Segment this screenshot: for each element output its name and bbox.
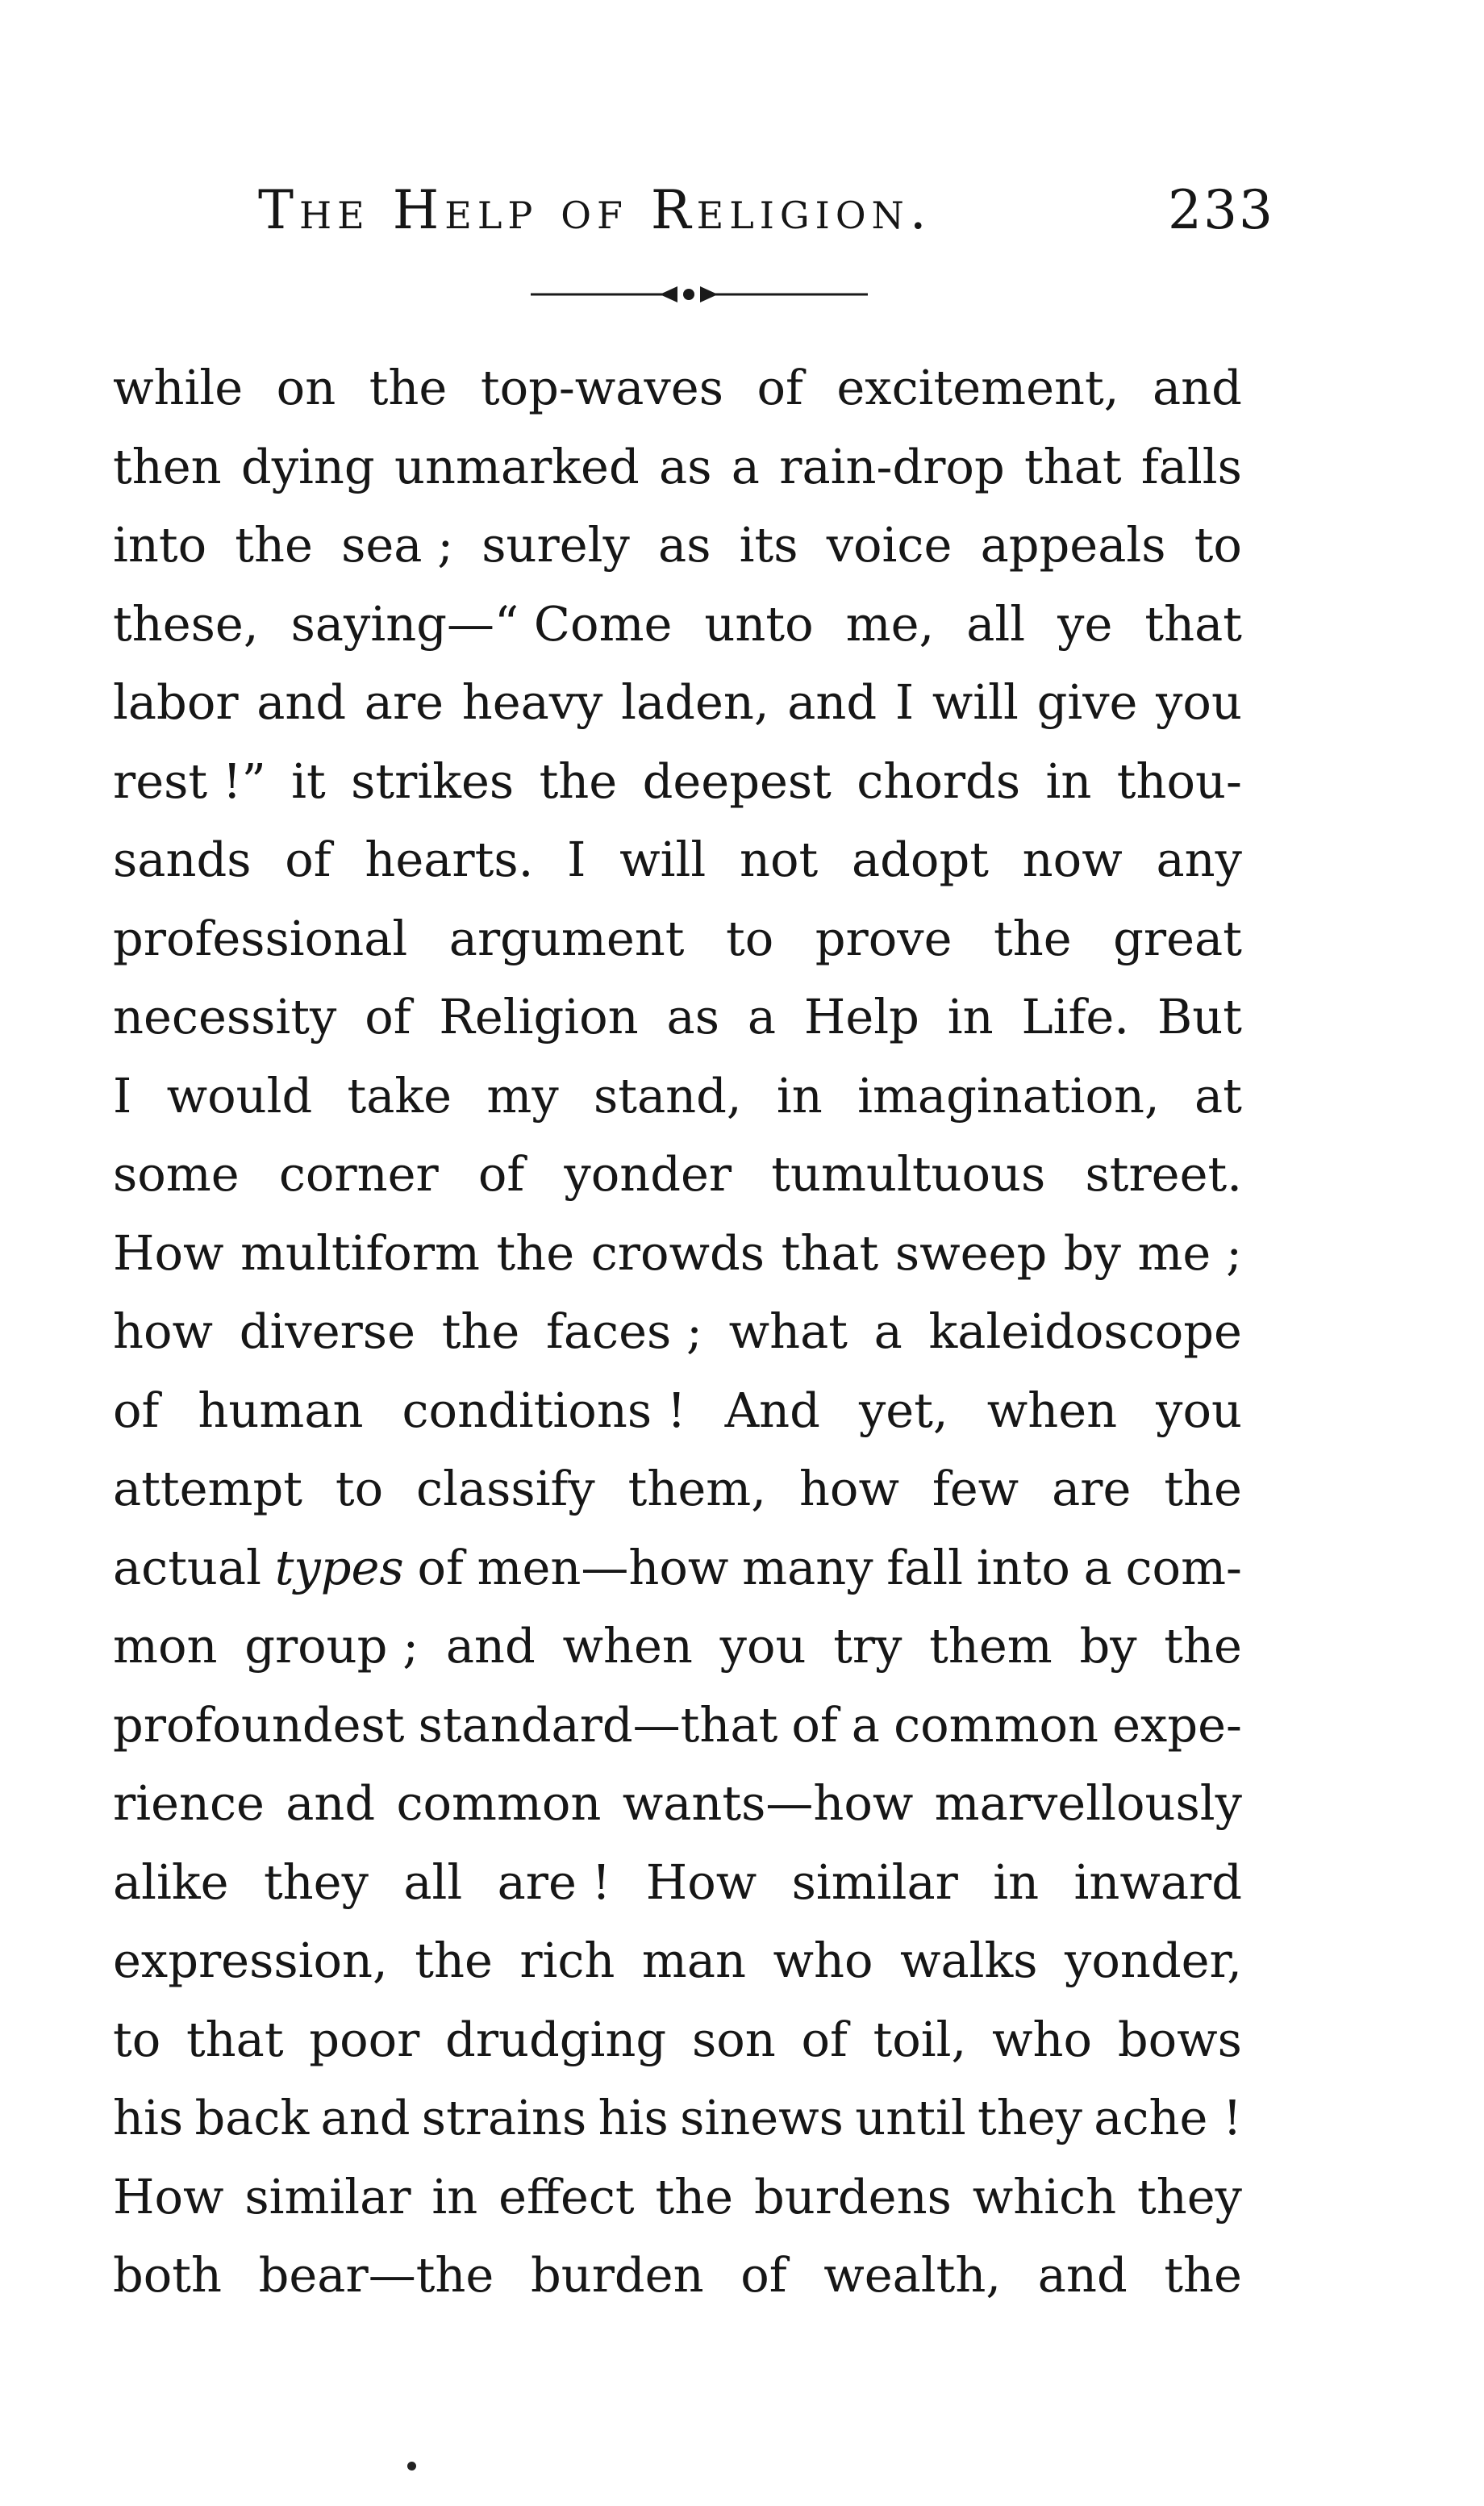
word: expe-: [1112, 1696, 1242, 1753]
word: at: [1194, 1067, 1242, 1124]
word: unmarked: [394, 438, 640, 494]
word: profoundest: [113, 1696, 405, 1753]
word: the: [369, 360, 448, 415]
word: inward: [1073, 1853, 1242, 1910]
word: when: [562, 1618, 693, 1674]
word: a: [731, 438, 760, 494]
word: that: [1024, 438, 1122, 494]
word: give: [1036, 674, 1138, 730]
word: not: [740, 832, 819, 887]
word: types: [274, 1539, 404, 1595]
word: thou-: [1116, 753, 1242, 809]
word: in: [947, 989, 994, 1045]
text-line: [113, 1528, 1242, 1607]
word: in: [1045, 753, 1092, 809]
word: then: [113, 438, 222, 494]
word: the: [994, 910, 1072, 966]
word: to: [1194, 517, 1242, 573]
text-line: [113, 1292, 1242, 1371]
word: to: [726, 910, 774, 966]
word: conditions !: [402, 1382, 686, 1438]
word: the: [1164, 1618, 1242, 1674]
word: and: [787, 674, 877, 730]
word: try: [833, 1618, 902, 1674]
word: of: [365, 989, 411, 1045]
word: and: [320, 2090, 411, 2145]
word: rest !”: [113, 753, 266, 809]
word: strains: [421, 2090, 587, 2145]
word: in: [993, 1853, 1040, 1910]
text-line: [113, 585, 1242, 664]
text-line: [113, 2079, 1242, 2158]
word: until: [855, 2090, 966, 2145]
text-line: [113, 978, 1242, 1057]
word: of: [740, 2247, 787, 2303]
running-head: [258, 179, 1274, 252]
text-line: [113, 820, 1242, 899]
word: are: [1052, 1461, 1132, 1516]
word: street.: [1085, 1146, 1242, 1202]
word: mon: [113, 1618, 218, 1674]
word: argument: [448, 910, 685, 966]
text-line: [113, 506, 1242, 585]
word: that: [186, 2011, 284, 2067]
word: a: [851, 1696, 880, 1753]
word: as: [666, 989, 719, 1045]
word: ye: [1057, 595, 1113, 652]
word: actual: [113, 1539, 261, 1595]
word: marvellously: [934, 1775, 1242, 1831]
word: in: [431, 2168, 478, 2225]
word: they: [263, 1853, 369, 1910]
word: by: [1063, 1224, 1121, 1281]
word: How: [645, 1853, 757, 1910]
word: men—how: [477, 1539, 729, 1595]
text-line: [113, 1843, 1242, 1922]
word: few: [932, 1461, 1019, 1516]
word: of: [417, 1539, 464, 1595]
word: on: [276, 360, 336, 415]
word: sinews: [680, 2090, 844, 2145]
word: some: [113, 1146, 240, 1202]
word: poor: [309, 2011, 420, 2067]
word: they: [978, 2090, 1082, 2145]
word: crowds: [590, 1224, 765, 1281]
word: corner: [278, 1146, 439, 1202]
word: voice: [826, 517, 953, 573]
text-line: [113, 1607, 1242, 1686]
word: take: [347, 1067, 452, 1124]
word: how: [798, 1461, 899, 1516]
word: Help: [803, 989, 919, 1045]
word: rience: [113, 1775, 265, 1831]
word: the: [1164, 2247, 1242, 2303]
word: bear—the: [258, 2247, 494, 2303]
word: saying—“ Come: [290, 595, 673, 652]
text-line: [113, 1686, 1242, 1765]
word: group ;: [244, 1618, 419, 1674]
word: his: [113, 2090, 184, 2145]
word: stand,: [593, 1067, 742, 1124]
word: to: [335, 1461, 384, 1516]
word: hearts.: [365, 832, 534, 887]
word: similar: [791, 1853, 958, 1910]
word: many: [742, 1539, 873, 1595]
word: will: [932, 674, 1019, 730]
word: common: [894, 1696, 1099, 1753]
word: and: [286, 1775, 376, 1831]
word: dying: [240, 438, 375, 494]
text-line: [113, 427, 1242, 507]
word: similar: [244, 2168, 411, 2225]
word: chords: [857, 753, 1021, 809]
word: both: [113, 2247, 222, 2303]
word: are: [364, 674, 444, 730]
word: all: [966, 595, 1026, 652]
text-line: [113, 663, 1242, 742]
word: are !: [497, 1853, 611, 1910]
word: back: [194, 2090, 310, 2145]
word: and: [256, 674, 347, 730]
word: what: [728, 1303, 848, 1359]
text-line: [113, 1764, 1242, 1843]
word: yet,: [858, 1382, 948, 1438]
word: kaleidoscope: [928, 1303, 1242, 1359]
word: of: [113, 1382, 160, 1438]
word: now: [1022, 832, 1123, 887]
word: man: [641, 1933, 747, 1988]
word: bows: [1117, 2011, 1242, 2067]
word: Life.: [1021, 989, 1130, 1045]
word: But: [1157, 989, 1242, 1045]
word: the: [539, 753, 618, 809]
word: adopt: [851, 832, 989, 887]
word: professional: [113, 910, 408, 966]
word: of: [757, 360, 803, 415]
text-line: [113, 742, 1242, 821]
word: yonder: [564, 1146, 732, 1202]
word: prove: [815, 910, 953, 966]
word: which: [972, 2168, 1117, 2225]
running-title: The Help of Religion.: [258, 179, 932, 241]
text-line: [113, 1921, 1242, 2000]
word: in: [776, 1067, 823, 1124]
word: strikes: [351, 753, 515, 809]
word: excitement,: [836, 360, 1119, 415]
word: a: [1083, 1539, 1112, 1595]
word: into: [113, 517, 207, 573]
word: wealth,: [823, 2247, 1002, 2303]
word: I: [894, 674, 915, 730]
word: a: [747, 989, 777, 1045]
word: my: [486, 1067, 559, 1124]
word: common: [396, 1775, 602, 1831]
word: burden: [530, 2247, 704, 2303]
word: unto: [704, 595, 814, 652]
word: great: [1113, 910, 1242, 966]
word: heavy: [461, 674, 603, 730]
word: classify: [416, 1461, 595, 1516]
word: sands: [113, 832, 252, 887]
word: the: [1164, 1461, 1242, 1516]
word: of: [791, 1696, 838, 1753]
word: son: [691, 2011, 776, 2067]
word: necessity: [113, 989, 337, 1045]
word: the: [496, 1224, 575, 1281]
word: the: [415, 1933, 493, 1988]
word: imagination,: [857, 1067, 1160, 1124]
word: the: [441, 1303, 520, 1359]
word: faces ;: [546, 1303, 702, 1359]
text-line: [113, 1449, 1242, 1528]
word: to: [113, 2011, 161, 2067]
text-line: [113, 2000, 1242, 2079]
word: and: [1037, 2247, 1128, 2303]
page-number: 233: [1168, 179, 1274, 241]
word: all: [403, 1853, 463, 1910]
word: me,: [845, 595, 935, 652]
word: sea ;: [341, 517, 454, 573]
word: them: [929, 1618, 1053, 1674]
word: the: [655, 2168, 734, 2225]
word: as: [658, 517, 711, 573]
word: sweep: [894, 1224, 1048, 1281]
word: of: [285, 832, 331, 887]
word: standard—that: [418, 1696, 778, 1753]
word: that: [1144, 595, 1242, 652]
word: you: [1156, 674, 1242, 730]
word: that: [781, 1224, 879, 1281]
text-line: [113, 1214, 1242, 1293]
word: tumultuous: [771, 1146, 1046, 1202]
text-line: [113, 1057, 1242, 1136]
text-line: [113, 1135, 1242, 1214]
word: deepest: [642, 753, 832, 809]
word: the: [235, 517, 313, 573]
text-line: [113, 348, 1242, 427]
word: laden,: [621, 674, 769, 730]
word: alike: [113, 1853, 229, 1910]
word: a: [873, 1303, 902, 1359]
word: will: [619, 832, 707, 887]
word: they: [1136, 2168, 1242, 2225]
word: would: [166, 1067, 313, 1124]
text-line: [113, 2158, 1242, 2237]
word: how: [113, 1303, 214, 1359]
word: effect: [498, 2168, 635, 2225]
word: toil,: [873, 2011, 967, 2067]
word: top-waves: [480, 360, 723, 415]
word: human: [198, 1382, 364, 1438]
word: and: [445, 1618, 536, 1674]
word: as: [659, 438, 712, 494]
word: who: [773, 1933, 873, 1988]
signature-dot: [407, 2462, 416, 2471]
word: any: [1156, 832, 1242, 887]
word: Religion: [439, 989, 639, 1045]
word: yonder,: [1064, 1933, 1242, 1988]
word: you: [719, 1618, 807, 1674]
word: com-: [1125, 1539, 1242, 1595]
word: these,: [113, 595, 259, 652]
word: when: [986, 1382, 1118, 1438]
word: who: [992, 2011, 1093, 2067]
word: labor: [113, 674, 239, 730]
word: multiform: [240, 1224, 480, 1281]
word: I: [113, 1067, 132, 1124]
word: walks: [899, 1933, 1038, 1988]
word: drudging: [445, 2011, 667, 2067]
word: How: [113, 1224, 224, 1281]
word: surely: [481, 517, 630, 573]
word: of: [801, 2011, 848, 2067]
word: his: [598, 2090, 669, 2145]
word: burdens: [753, 2168, 952, 2225]
word: expression,: [113, 1933, 388, 1988]
word: rich: [519, 1933, 615, 1988]
word: I: [567, 832, 586, 887]
ornament-center-dot: [683, 289, 694, 300]
word: me ;: [1137, 1224, 1242, 1281]
word: and: [1152, 360, 1242, 415]
word: fall: [886, 1539, 964, 1595]
word: its: [739, 517, 798, 573]
word: it: [291, 753, 326, 809]
word: wants—how: [622, 1775, 914, 1831]
word: And: [724, 1382, 820, 1438]
word: while: [113, 360, 244, 415]
word: falls: [1140, 438, 1242, 494]
word: them,: [627, 1461, 766, 1516]
text-line: [113, 1371, 1242, 1450]
word: attempt: [113, 1461, 302, 1516]
ornament-arrow-left-icon: [660, 286, 677, 302]
word: by: [1079, 1618, 1137, 1674]
word: into: [976, 1539, 1070, 1595]
word: appeals: [980, 517, 1166, 573]
word: rain-drop: [779, 438, 1005, 494]
text-line: [113, 2236, 1242, 2315]
word: you: [1156, 1382, 1242, 1438]
word: diverse: [239, 1303, 416, 1359]
ornament-rule: [531, 284, 868, 305]
text-line: [113, 899, 1242, 978]
body-text: [113, 348, 1242, 2315]
word: ache !: [1094, 2090, 1242, 2145]
word: of: [477, 1146, 525, 1202]
word: How: [113, 2168, 224, 2225]
